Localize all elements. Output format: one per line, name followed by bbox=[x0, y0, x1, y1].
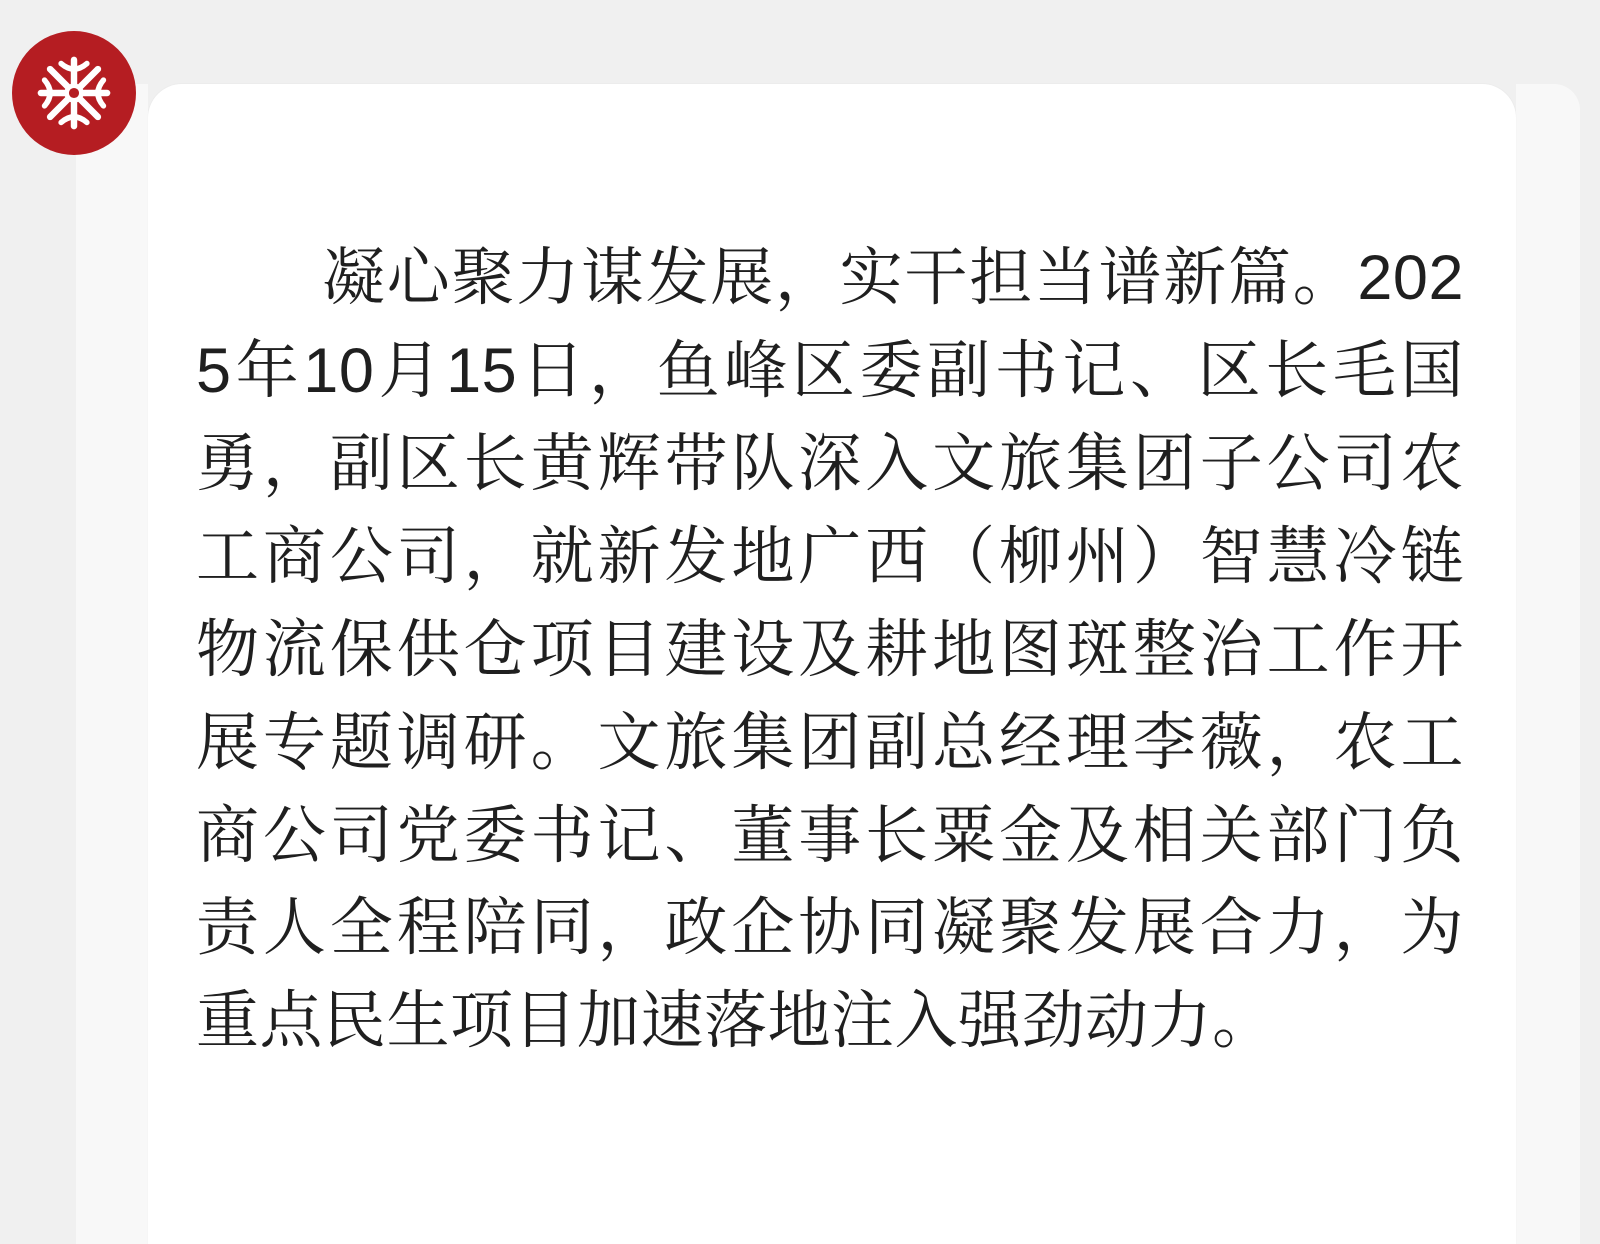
page-edge-right bbox=[1516, 84, 1580, 1244]
knot-emblem-icon bbox=[28, 47, 120, 139]
avatar[interactable] bbox=[12, 31, 136, 155]
article-card bbox=[148, 84, 1516, 1244]
article-body-text: 凝心聚力谋发展，实干担当谱新篇。2025年10月15日，鱼峰区委副书记、区长毛国勇，副区长黄辉带队深入文旅集团子公司农工商公司，就新发地广西（柳州）智慧冷链物流保供仓项目建设及耕地图斑整治工作开展专题调研。文旅集团副总经理李薇，农工商公司党委书记、董事长粟金及相关部门负责人全程陪同，政企协同凝聚发展合力，为重点民生项目加速落地注入强劲动力。 bbox=[196, 243, 1464, 1057]
page-edge-left bbox=[76, 84, 148, 1244]
